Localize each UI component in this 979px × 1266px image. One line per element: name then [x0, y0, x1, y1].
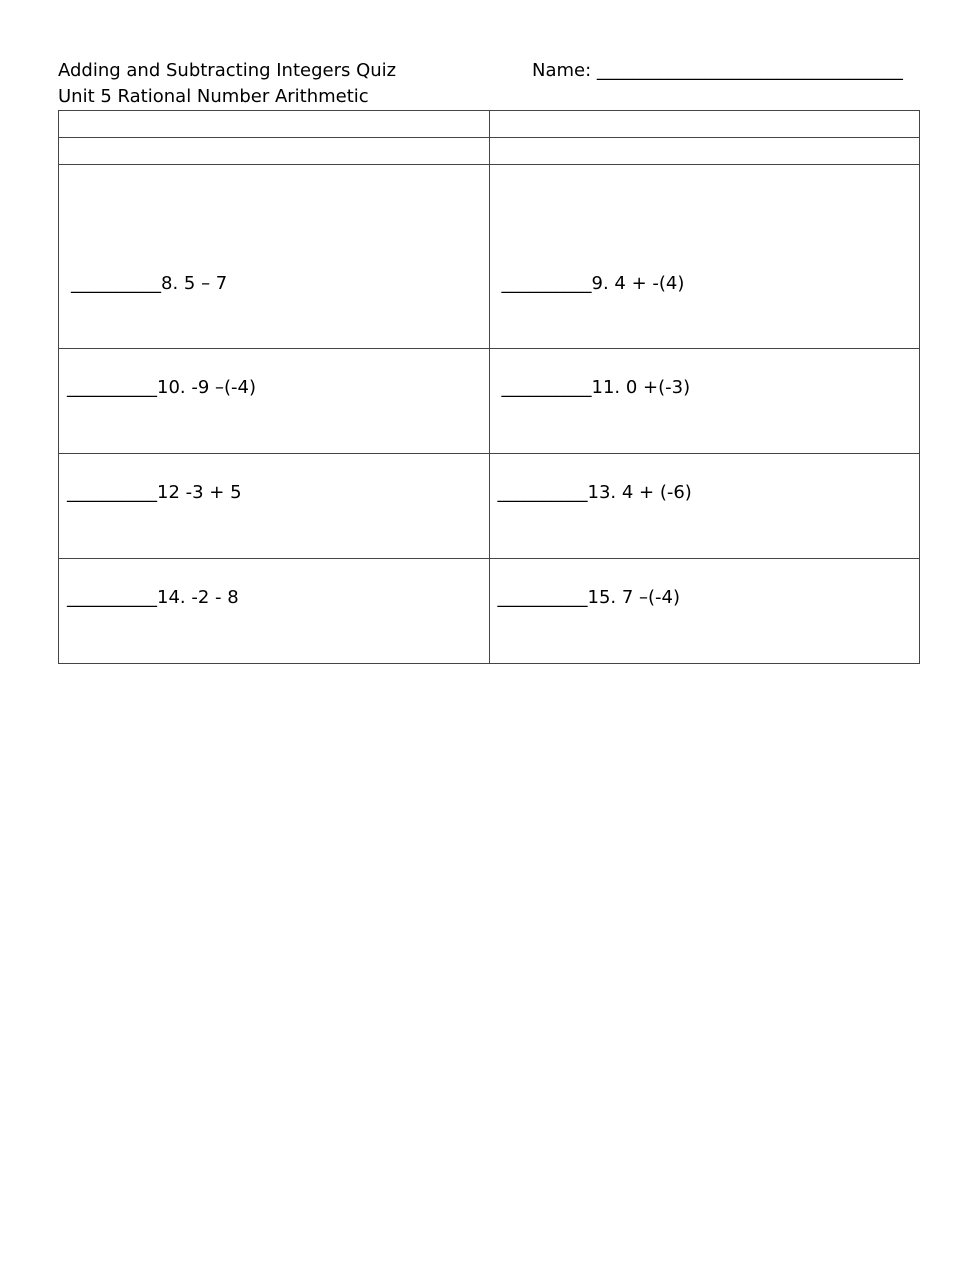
empty-cell	[489, 111, 920, 138]
problem-14[interactable]: __________14. -2 - 8	[67, 587, 239, 608]
empty-cell	[489, 138, 920, 165]
problem-cell-12	[59, 454, 490, 559]
empty-cell	[59, 138, 490, 165]
problem-13[interactable]: __________13. 4 + (-6)	[497, 482, 692, 503]
problem-cell-9	[489, 165, 920, 349]
problem-12[interactable]: __________12 -3 + 5	[67, 482, 242, 503]
problem-15[interactable]: __________15. 7 –(-4)	[497, 587, 681, 608]
quiz-subtitle: Unit 5 Rational Number Arithmetic	[58, 86, 369, 107]
problem-table	[58, 110, 920, 664]
problem-11[interactable]: __________11. 0 +(-3)	[501, 377, 691, 398]
empty-cell	[59, 111, 490, 138]
problem-cell-15	[489, 559, 920, 664]
problem-cell-10	[59, 349, 490, 454]
table-row	[59, 138, 920, 165]
problem-cell-14	[59, 559, 490, 664]
quiz-title: Adding and Subtracting Integers Quiz	[58, 60, 397, 81]
problem-cell-8	[59, 165, 490, 349]
name-field-label[interactable]: Name: __________________________________	[532, 60, 903, 81]
table-row	[59, 454, 920, 559]
table-row	[59, 111, 920, 138]
problem-10[interactable]: __________10. -9 –(-4)	[67, 377, 257, 398]
problem-cell-13	[489, 454, 920, 559]
table-row	[59, 165, 920, 349]
problem-8[interactable]: __________8. 5 – 7	[71, 273, 228, 294]
problem-9[interactable]: __________9. 4 + -(4)	[501, 273, 685, 294]
problem-cell-11	[489, 349, 920, 454]
table-row	[59, 559, 920, 664]
table-row	[59, 349, 920, 454]
